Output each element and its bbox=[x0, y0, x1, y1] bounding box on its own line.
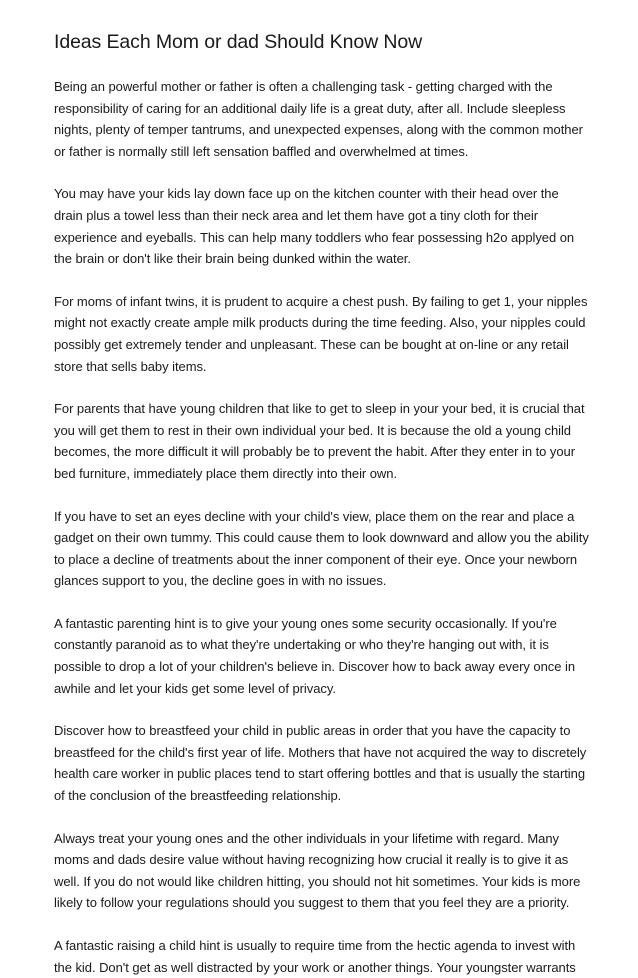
paragraph: If you have to set an eyes decline with your child's view, place them on the rear and place a gadget on their own tummy. This could cause them to look downward and allow you the ability to place a decline of treatments about the inner component of their eye. Once your newborn glances support to you, the decline goes in with no issues. bbox=[54, 508, 589, 589]
paragraph: Discover how to breastfeed your child in public areas in order that you have the capacity to breastfeed for the child's first year of life. Mothers that have not acquired the way to discretely health care worker in public places tend to start offering bottles and that is usually the starting of the conclusion of the breastfeeding relationship. bbox=[54, 723, 587, 804]
paragraph: Being an powerful mother or father is often a challenging task - getting charged with the responsibility of caring for an additional daily life is a great duty, after all. Include sleepless nights, plenty of temper tantrums, and unexpected expenses, along with the common mother or father is normally still left sensation baffled and overwhelmed at times. bbox=[54, 79, 583, 159]
paragraph: Always treat your young ones and the other individuals in your lifetime with regard. Many moms and dads desire value without having recognizing how crucial it really is to give it as well. If you do not would like children hitting, you should not hit sometimes. Your kids is more likely to follow your regulations should you suggest to them that you feel they are a priority. bbox=[54, 830, 581, 911]
paragraph: A fantastic parenting hint is to give your young ones some security occasionally. If you're constantly paranoid as to what they're undertaking or who they're hanging out with, it is possible to drop a lot of your children's believe in. Discover how to back away every once in awhile and let your kids get some level of privacy. bbox=[54, 615, 575, 696]
paragraph: You may have your kids lay down face up on the kitchen counter with their head over the drain plus a towel less than their neck area and let them have got a tiny cloth for their experience and eyeballs. This can help many toddlers who fear possessing h2o applyed on the brain or don't like their brain being dunked within the water. bbox=[54, 186, 575, 267]
paragraph: For moms of infant twins, it is prudent to acquire a chest push. By failing to get 1, your nipples might not exactly create ample milk products during the time feeding. Also, your nipples could possibly get extremely tender and unpleasant. These can be bought at on-line or any retail store that sells baby items. bbox=[54, 293, 588, 374]
page-title: Ideas Each Mom or dad Should Know Now bbox=[54, 31, 423, 53]
paragraph: For parents that have young children that like to get to sleep in your your bed, it is crucial that you will get them to rest in their own individual your bed. It is because the old a young child becomes, the more difficult it will probably be to prevent the habit. After they enter in to your bed furniture, immediately place them directly into their own. bbox=[54, 401, 585, 481]
paragraph: A fantastic raising a child hint is usually to require time from the hectic agenda to invest with the kid. Don't get as well distracted by your work or another things. Your youngster warrants bbox=[54, 938, 576, 975]
